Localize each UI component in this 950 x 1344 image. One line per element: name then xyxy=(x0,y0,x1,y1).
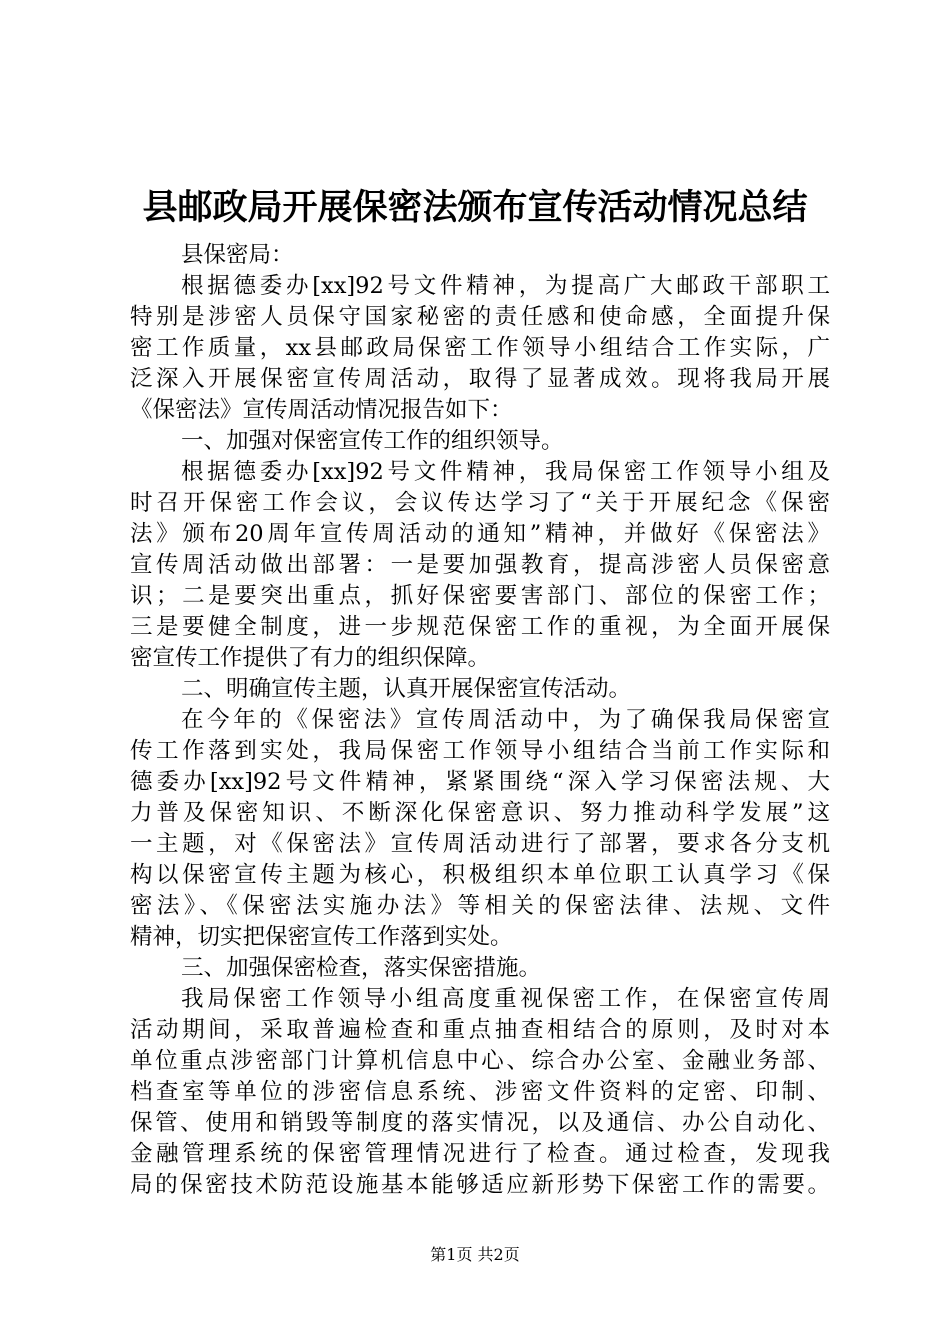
paragraph-line: 时召开保密工作会议，会议传达学习了“关于开展纪念《保密 xyxy=(130,490,830,516)
page-number-footer: 第1页 共2页 xyxy=(430,1245,520,1264)
paragraph-line: 识；二是要突出重点，抓好保密要害部门、部位的保密工作； xyxy=(130,583,830,609)
salutation-line: 县保密局： xyxy=(181,242,294,268)
paragraph-line: 《保密法》宣传周活动情况报告如下： xyxy=(130,397,513,423)
section-heading: 一、加强对保密宣传工作的组织领导。 xyxy=(181,428,564,454)
paragraph-line: 密法》、《保密法实施办法》等相关的保密法律、法规、文件 xyxy=(130,893,830,919)
paragraph-line: 精神，切实把保密宣传工作落到实处。 xyxy=(130,924,513,950)
paragraph-line: 一主题，对《保密法》宣传周活动进行了部署，要求各分支机 xyxy=(130,831,830,857)
paragraph-line: 三是要健全制度，进一步规范保密工作的重视，为全面开展保 xyxy=(130,614,830,640)
paragraph-line: 构以保密宣传主题为核心，积极组织本单位职工认真学习《保 xyxy=(130,862,830,888)
paragraph-line: 泛深入开展保密宣传周活动，取得了显著成效。现将我局开展 xyxy=(130,366,830,392)
paragraph-line: 金融管理系统的保密管理情况进行了检查。通过检查，发现我 xyxy=(130,1141,830,1167)
paragraph-line: 宣传周活动做出部署：一是要加强教育，提高涉密人员保密意 xyxy=(130,552,830,578)
paragraph-line: 德委办[xx]92号文件精神，紧紧围绕“深入学习保密法规、大 xyxy=(130,769,830,795)
paragraph-line: 活动期间，采取普遍检查和重点抽查相结合的原则，及时对本 xyxy=(130,1017,830,1043)
document-title: 县邮政局开展保密法颁布宣传活动情况总结 xyxy=(142,187,808,228)
paragraph-line: 保管、使用和销毁等制度的落实情况，以及通信、办公自动化、 xyxy=(130,1110,830,1136)
paragraph-line: 根据德委办[xx]92号文件精神，我局保密工作领导小组及 xyxy=(181,459,830,485)
paragraph-line: 单位重点涉密部门计算机信息中心、综合办公室、金融业务部、 xyxy=(130,1048,830,1074)
paragraph-line: 根据德委办[xx]92号文件精神，为提高广大邮政干部职工 xyxy=(181,273,830,299)
paragraph-line: 密宣传工作提供了有力的组织保障。 xyxy=(130,645,491,671)
section-heading: 三、加强保密检查，落实保密措施。 xyxy=(181,955,542,981)
paragraph-line: 力普及保密知识、不断深化保密意识、努力推动科学发展”这 xyxy=(130,800,830,826)
paragraph-line: 密工作质量，xx县邮政局保密工作领导小组结合工作实际，广 xyxy=(130,335,830,361)
document-body xyxy=(130,240,830,1201)
paragraph-line: 局的保密技术防范设施基本能够适应新形势下保密工作的需要。 xyxy=(130,1172,830,1198)
section-heading: 二、明确宣传主题，认真开展保密宣传活动。 xyxy=(181,676,632,702)
paragraph-line: 法》颁布20周年宣传周活动的通知”精神，并做好《保密法》 xyxy=(130,521,830,547)
paragraph-line: 在今年的《保密法》宣传周活动中，为了确保我局保密宣 xyxy=(181,707,830,733)
paragraph-line: 传工作落到实处，我局保密工作领导小组结合当前工作实际和 xyxy=(130,738,830,764)
paragraph-line: 特别是涉密人员保守国家秘密的责任感和使命感，全面提升保 xyxy=(130,304,830,330)
paragraph-line: 我局保密工作领导小组高度重视保密工作，在保密宣传周 xyxy=(181,986,830,1012)
paragraph-line: 档查室等单位的涉密信息系统、涉密文件资料的定密、印制、 xyxy=(130,1079,830,1105)
